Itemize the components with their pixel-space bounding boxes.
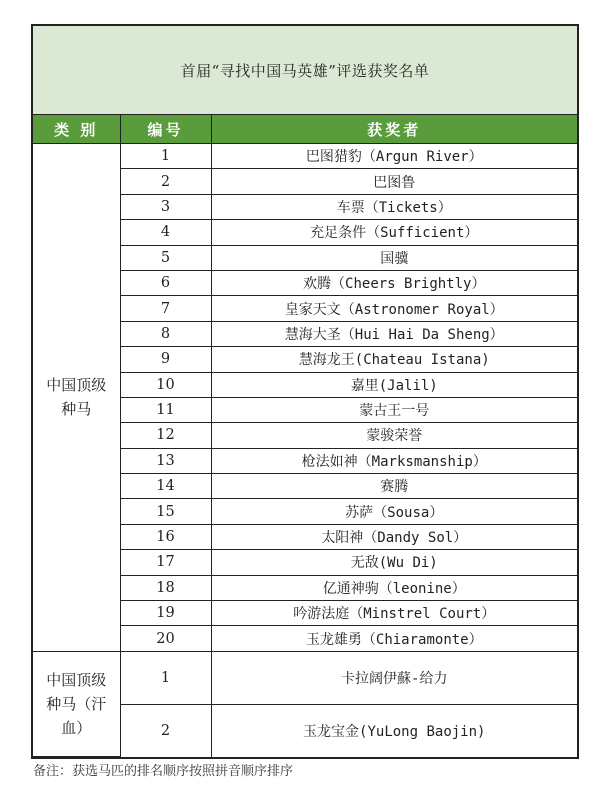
header-row xyxy=(33,115,577,144)
winner-cell: 嘉里(Jalil) xyxy=(211,372,577,397)
category-cell: 中国顶级种马 xyxy=(33,144,120,652)
number-cell: 7 xyxy=(120,296,211,321)
winner-cell: 蒙古王一号 xyxy=(211,397,577,422)
number-cell: 3 xyxy=(120,194,211,219)
winner-cell: 枪法如神（Marksmanship） xyxy=(211,448,577,473)
winner-cell: 慧海龙王(Chateau Istana) xyxy=(211,347,577,372)
winner-cell: 皇家天文（Astronomer Royal） xyxy=(211,296,577,321)
winner-cell: 车票（Tickets） xyxy=(211,194,577,219)
number-cell: 16 xyxy=(120,524,211,549)
number-cell: 5 xyxy=(120,245,211,270)
award-list-table xyxy=(31,24,579,759)
winner-cell: 充足条件（Sufficient） xyxy=(211,220,577,245)
table-title: 首届“寻找中国马英雄”评选获奖名单 xyxy=(33,26,577,115)
winner-cell: 赛腾 xyxy=(211,474,577,499)
winner-cell: 玉龙宝金(YuLong Baojin) xyxy=(211,704,577,757)
table-body xyxy=(33,144,577,757)
winner-cell: 吟游法庭（Minstrel Court） xyxy=(211,601,577,626)
number-cell: 9 xyxy=(120,347,211,372)
winner-cell: 国骥 xyxy=(211,245,577,270)
number-cell: 4 xyxy=(120,220,211,245)
winner-cell: 慧海大圣（Hui Hai Da Sheng） xyxy=(211,321,577,346)
header-category: 类 别 xyxy=(33,115,120,144)
number-cell: 13 xyxy=(120,448,211,473)
number-cell: 1 xyxy=(120,144,211,169)
number-cell: 14 xyxy=(120,474,211,499)
winner-cell: 苏萨（Sousa） xyxy=(211,499,577,524)
award-table xyxy=(33,115,577,757)
winner-cell: 欢腾（Cheers Brightly） xyxy=(211,270,577,295)
number-cell: 8 xyxy=(120,321,211,346)
header-winner: 获奖者 xyxy=(211,115,577,144)
number-cell: 17 xyxy=(120,550,211,575)
number-cell: 11 xyxy=(120,397,211,422)
number-cell: 1 xyxy=(120,651,211,704)
winner-cell: 亿通神驹（leonine） xyxy=(211,575,577,600)
winner-cell: 卡拉阔伊蘇-给力 xyxy=(211,651,577,704)
number-cell: 15 xyxy=(120,499,211,524)
winner-cell: 蒙骏荣誉 xyxy=(211,423,577,448)
header-number: 编号 xyxy=(120,115,211,144)
number-cell: 18 xyxy=(120,575,211,600)
winner-cell: 无敌(Wu Di) xyxy=(211,550,577,575)
number-cell: 2 xyxy=(120,704,211,757)
number-cell: 2 xyxy=(120,169,211,194)
footnote: 备注：获选马匹的排名顺序按照拼音顺序排序 xyxy=(33,764,294,779)
winner-cell: 太阳神（Dandy Sol） xyxy=(211,524,577,549)
winner-cell: 巴图猎豹（Argun River） xyxy=(211,144,577,169)
number-cell: 12 xyxy=(120,423,211,448)
number-cell: 19 xyxy=(120,601,211,626)
table-row xyxy=(33,144,577,169)
table-row xyxy=(33,651,577,704)
number-cell: 6 xyxy=(120,270,211,295)
number-cell: 10 xyxy=(120,372,211,397)
number-cell: 20 xyxy=(120,626,211,651)
winner-cell: 玉龙雄勇（Chiaramonte） xyxy=(211,626,577,651)
winner-cell: 巴图鲁 xyxy=(211,169,577,194)
category-cell: 中国顶级种马（汗血） xyxy=(33,651,120,757)
